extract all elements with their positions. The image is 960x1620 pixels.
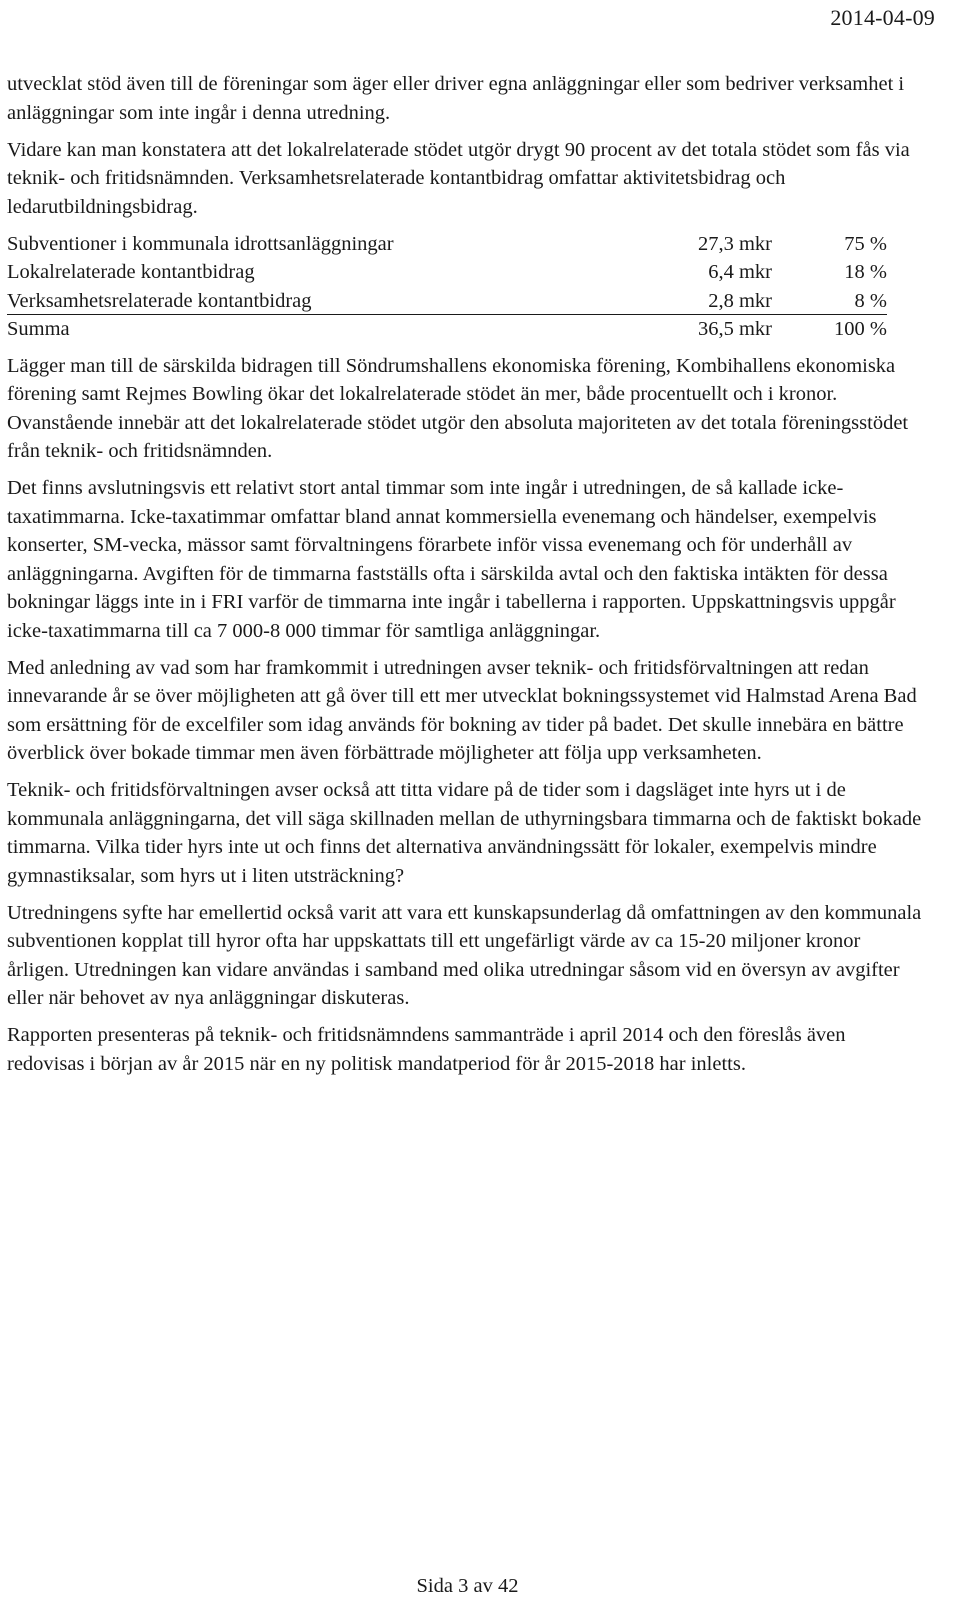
row-amount: 6,4 mkr [708,261,772,283]
row-amount: 27,3 mkr [697,232,772,255]
row-label: Verksamhetsrelaterade kontantbidrag [7,289,312,312]
table-row [7,258,887,287]
row-percent: 18 % [844,261,887,283]
row-amount: 36,5 mkr [697,317,772,340]
row-percent: 75 % [844,232,887,255]
document-date: 2014-04-09 [830,5,935,30]
document-body [7,70,922,1087]
paragraph-presentation: Rapporten presenteras på teknik- och fritidsnämndens sammanträde i april 2014 och den föreslås även redovisas i början av år 2015 när en ny politisk mandatperiod för år 2015-2018 har inletts. [7,1024,846,1075]
table-total-row [7,315,887,344]
row-percent: 8 % [854,289,887,312]
table-row [7,287,887,315]
paragraph-special-grants: Lägger man till de särskilda bidragen till Söndrumshallens ekonomiska förening, Kombihallens ekonomiska förening samt Rejmes Bowling ökar det lokalrelaterade stödet än mer, både procentuellt och i kronor. Ovanstående innebär att det lokalrelaterade stödet utgör den absoluta majoriteten av det totala föreningsstödet från teknik- och fritidsnämnden. [7,354,909,463]
budget-table [7,230,887,344]
paragraph-non-tariff-hours: Det finns avslutningsvis ett relativt stort antal timmar som inte ingår i utredningen, de så kallade icke-taxatimmarna. Icke-taxatimmar omfattar bland annat kommersiella evenemang och händelser, exempelvis konserter, SM-vecka, mässor samt förvaltningens förarbete inför vissa evenemang och för underhåll av anläggningarna. Avgiften för de timmarna fastställs ofta i särskilda avtal och den faktiska intäkten för dessa bokningar läggs inte in i FRI varför de timmarna inte ingår i tabellerna i rapporten. Uppskattningsvis uppgår icke-taxatimmarna till ca 7 000-8 000 timmar för samtliga anläggningar. [7,477,896,642]
page-number: Sida 3 av 42 [416,1575,519,1597]
paragraph-support-share: Vidare kan man konstatera att det lokalrelaterade stödet utgör drygt 90 procent av det totala stödet som fås via teknik- och fritidsnämnden. Verksamhetsrelaterade kontantbidrag omfattar aktivitetsbidrag och ledarutbildningsbidrag. [7,138,910,218]
row-amount: 2,8 mkr [708,289,772,312]
row-label: Summa [7,317,70,340]
paragraph-booking-system: Med anledning av vad som har framkommit i utredningen avser teknik- och fritidsförvaltningen att redan innevarande år se över möjligheten att gå över till ett mer utvecklat bokningssystemet vid Halmstad Arena Bad som ersättning för de excelfiler som idag används för bokning av tider på badet. Det skulle innebära en bättre överblick över bokade timmar men även förbättrade möjligheter att följa upp verksamheten. [7,656,917,765]
table-row [7,230,887,259]
row-label: Subventioner i kommunala idrottsanläggningar [7,232,394,255]
row-label: Lokalrelaterade kontantbidrag [7,261,255,283]
row-percent: 100 % [834,317,887,340]
paragraph-unrented-hours: Teknik- och fritidsförvaltningen avser också att titta vidare på de tider som i dagsläget inte hyrs ut i de kommunala anläggningarna, det vill säga skillnaden mellan de uthyrningsbara timmarna och de faktiskt bokade timmarna. Vilka tider hyrs inte ut och finns det alternativa användningssätt för lokaler, exempelvis mindre gymnastiksalar, som hyrs ut i liten utsträckning? [7,779,922,887]
paragraph-purpose: Utredningens syfte har emellertid också varit att vara ett kunskapsunderlag då omfattningen av den kommunala subventionen kopplat till hyror ofta har uppskattats till ett ungefärligt värde av ca 15-20 miljoner kronor årligen. Utredningen kan vidare användas i samband med olika utredningar såsom vid en översyn av avgifter eller när behovet av nya anläggningar diskuteras. [7,901,922,1010]
paragraph-intro: utvecklat stöd även till de föreningar som äger eller driver egna anläggningar eller som bedriver verksamhet i anläggningar som inte ingår i denna utredning. [7,73,905,124]
